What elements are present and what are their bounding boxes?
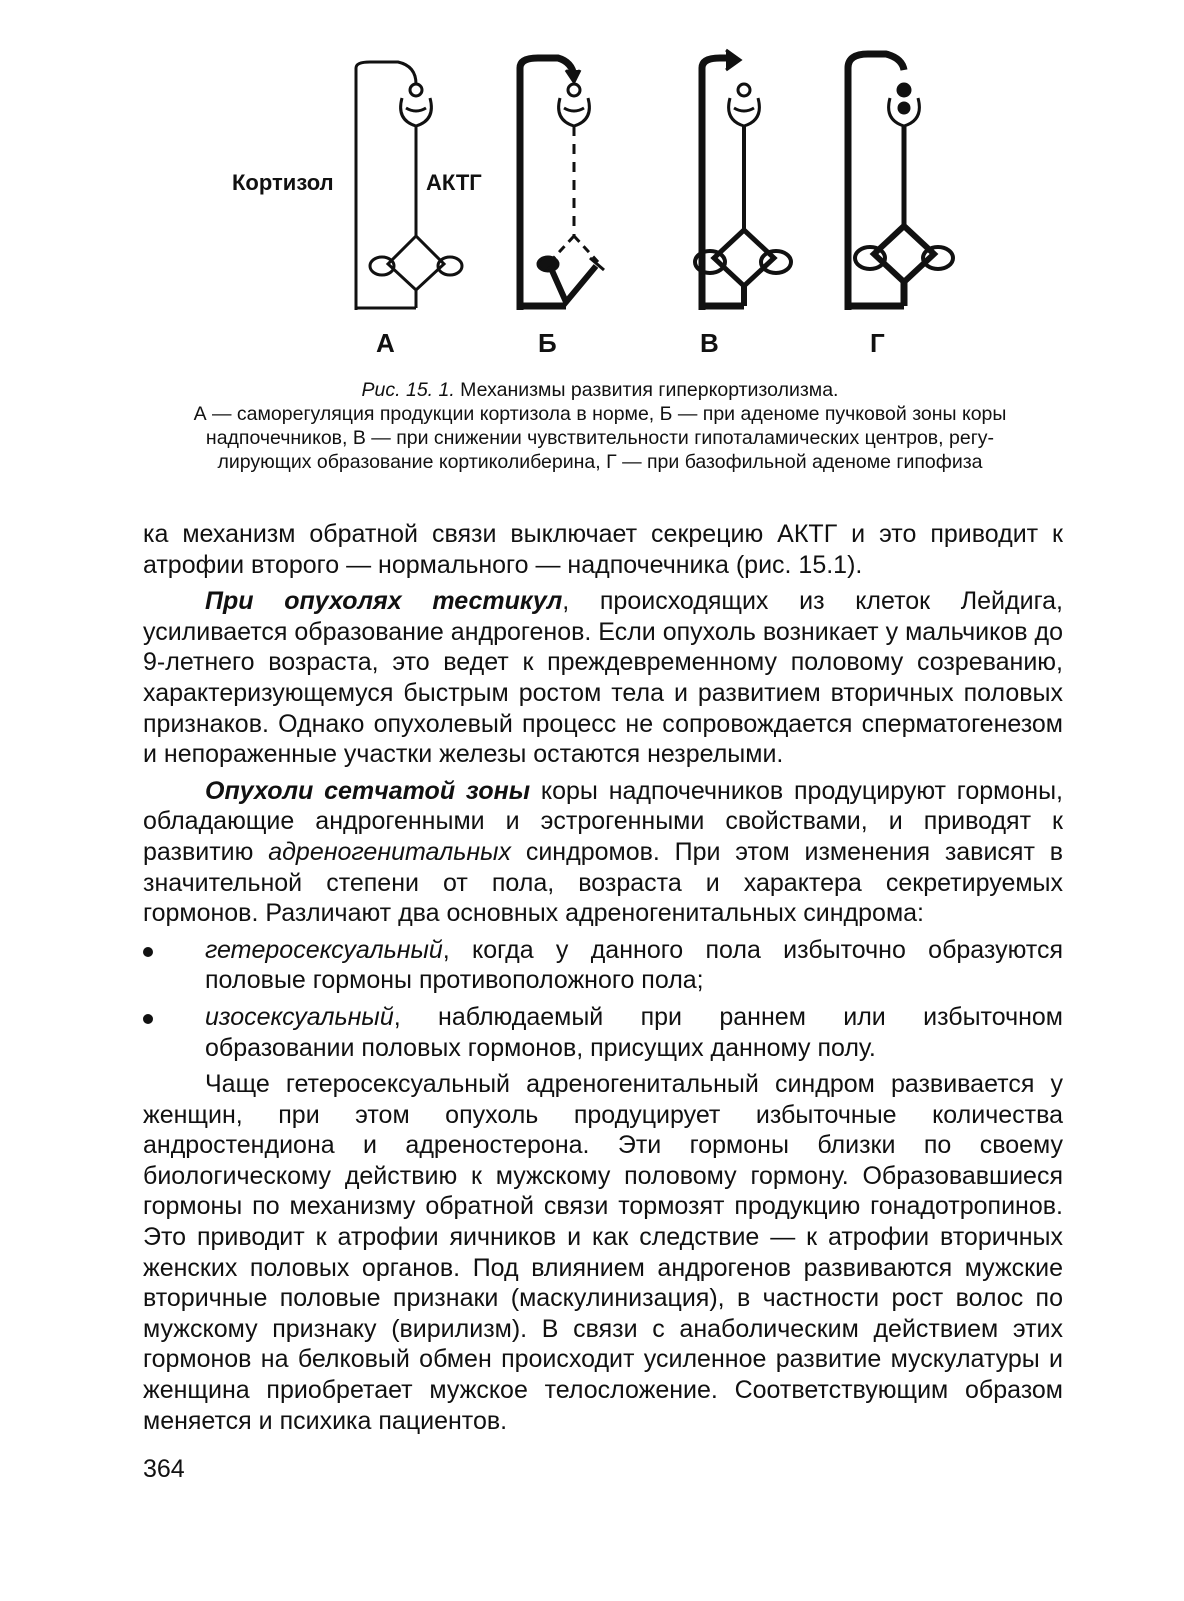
paragraph-2-lead: При опухолях тестикул: [205, 587, 563, 616]
caption-figure-number: Рис. 15. 1.: [361, 379, 455, 401]
paragraph-3-lead: Опухоли сетчатой зоны: [205, 776, 531, 805]
caption-line-2: надпочечников, В — при снижении чувствительности гипоталамических центров, регу-: [205, 427, 995, 449]
paragraph-3-text-a: коры надпочечников продуцируют гормоны, обладающие андрогенными и эстрогенными свойствами, и приводят к развитию: [143, 776, 1063, 866]
caption-title: [130, 378, 1070, 402]
label-cortisol: Кортизол: [232, 170, 334, 195]
caption-title-text: Механизмы развития гиперкортизолизма.: [454, 379, 839, 401]
panel-label-a: А: [376, 328, 395, 358]
list-item: [143, 1002, 1063, 1063]
syndrome-list: [143, 935, 1063, 1063]
body-text: [143, 519, 1063, 1436]
panel-label-b: Б: [538, 328, 557, 358]
bullet-2-term: изосексуальный: [205, 1002, 394, 1031]
bullet-1-term: гетеросексуальный: [205, 935, 443, 964]
caption-line-3: лирующих образование кортиколиберина, Г — при базофильной аденоме гипофиза: [217, 451, 983, 473]
panel-v-diagram: [695, 50, 791, 310]
caption-line-1: А — саморегуляция продукции кортизола в норме, Б — при аденоме пучковой зоны коры: [193, 403, 1007, 425]
paragraph-2-text: , происходящих из клеток Лейдига, усиливается образование андрогенов. Если опухоль возникает у мальчиков до 9-летнего возраста, это ведет к преждевременному половому созреванию, характеризующемуся быстрым ростом тела и развитием вторичных половых признаков. Однако опухолевый процесс не сопровождается сперматогенезом и непораженные участки железы остаются незрелыми.: [143, 587, 1063, 769]
paragraph-1: ка механизм обратной связи выключает секрецию АКТГ и это приводит к атрофии второго — нормального — надпочечника (рис. 15.1).: [143, 520, 1063, 579]
paragraph-4: Чаще гетеросексуальный адреногенитальный синдром развивается у женщин, при этом опухоль продуцирует избыточные количества андростендиона и адреностерона. Эти гормоны близки по своему биологическому действию к мужскому половому гормону. Образовавшиеся гормоны по механизму обратной связи тормозят продукцию гонадотропинов. Это приводит к атрофии яичников и как следствие — к атрофии вторичных женских половых органов. Под влиянием андрогенов развиваются мужские вторичные половые признаки (маскулинизация), в частности рост волос по мужскому признаку (вирилизм). В связи с анаболическим действием этих гормонов на белковый обмен происходит усиленное развитие мускулатуры и женщина приобретает мужское телосложение. Соответствующим образом меняется и психика пациентов.: [143, 1070, 1063, 1435]
paragraph-3-text-b: синдромов. При этом изменения зависят в значительной степени от пола, возраста и характера секретируемых гормонов. Различают два основных адреногенитальных синдрома:: [143, 837, 1063, 928]
paragraph-2: [143, 586, 1063, 770]
list-item: [143, 935, 1063, 996]
panel-b-diagram: [520, 58, 604, 310]
panel-label-v: В: [700, 328, 719, 358]
bullet-1-text: , когда у данного пола избыточно образуются половые гормоны противоположного пола;: [205, 935, 1063, 995]
bullet-2-text: , наблюдаемый при раннем или избыточном образовании половых гормонов, присущих данному полу.: [205, 1002, 1063, 1062]
panel-g-diagram: [848, 54, 953, 310]
page-number: 364: [143, 1455, 185, 1483]
figure-diagram: [220, 40, 980, 380]
panel-label-g: Г: [870, 328, 885, 358]
figure-caption: [130, 378, 1070, 474]
paragraph-3-italic: адреногенитальных: [268, 837, 512, 866]
paragraph-3: [143, 776, 1063, 929]
figure-hypercortisolism: [220, 40, 980, 380]
bullet-icon: [143, 947, 153, 957]
label-acth: АКТГ: [426, 170, 482, 195]
bullet-icon: [143, 1014, 153, 1024]
